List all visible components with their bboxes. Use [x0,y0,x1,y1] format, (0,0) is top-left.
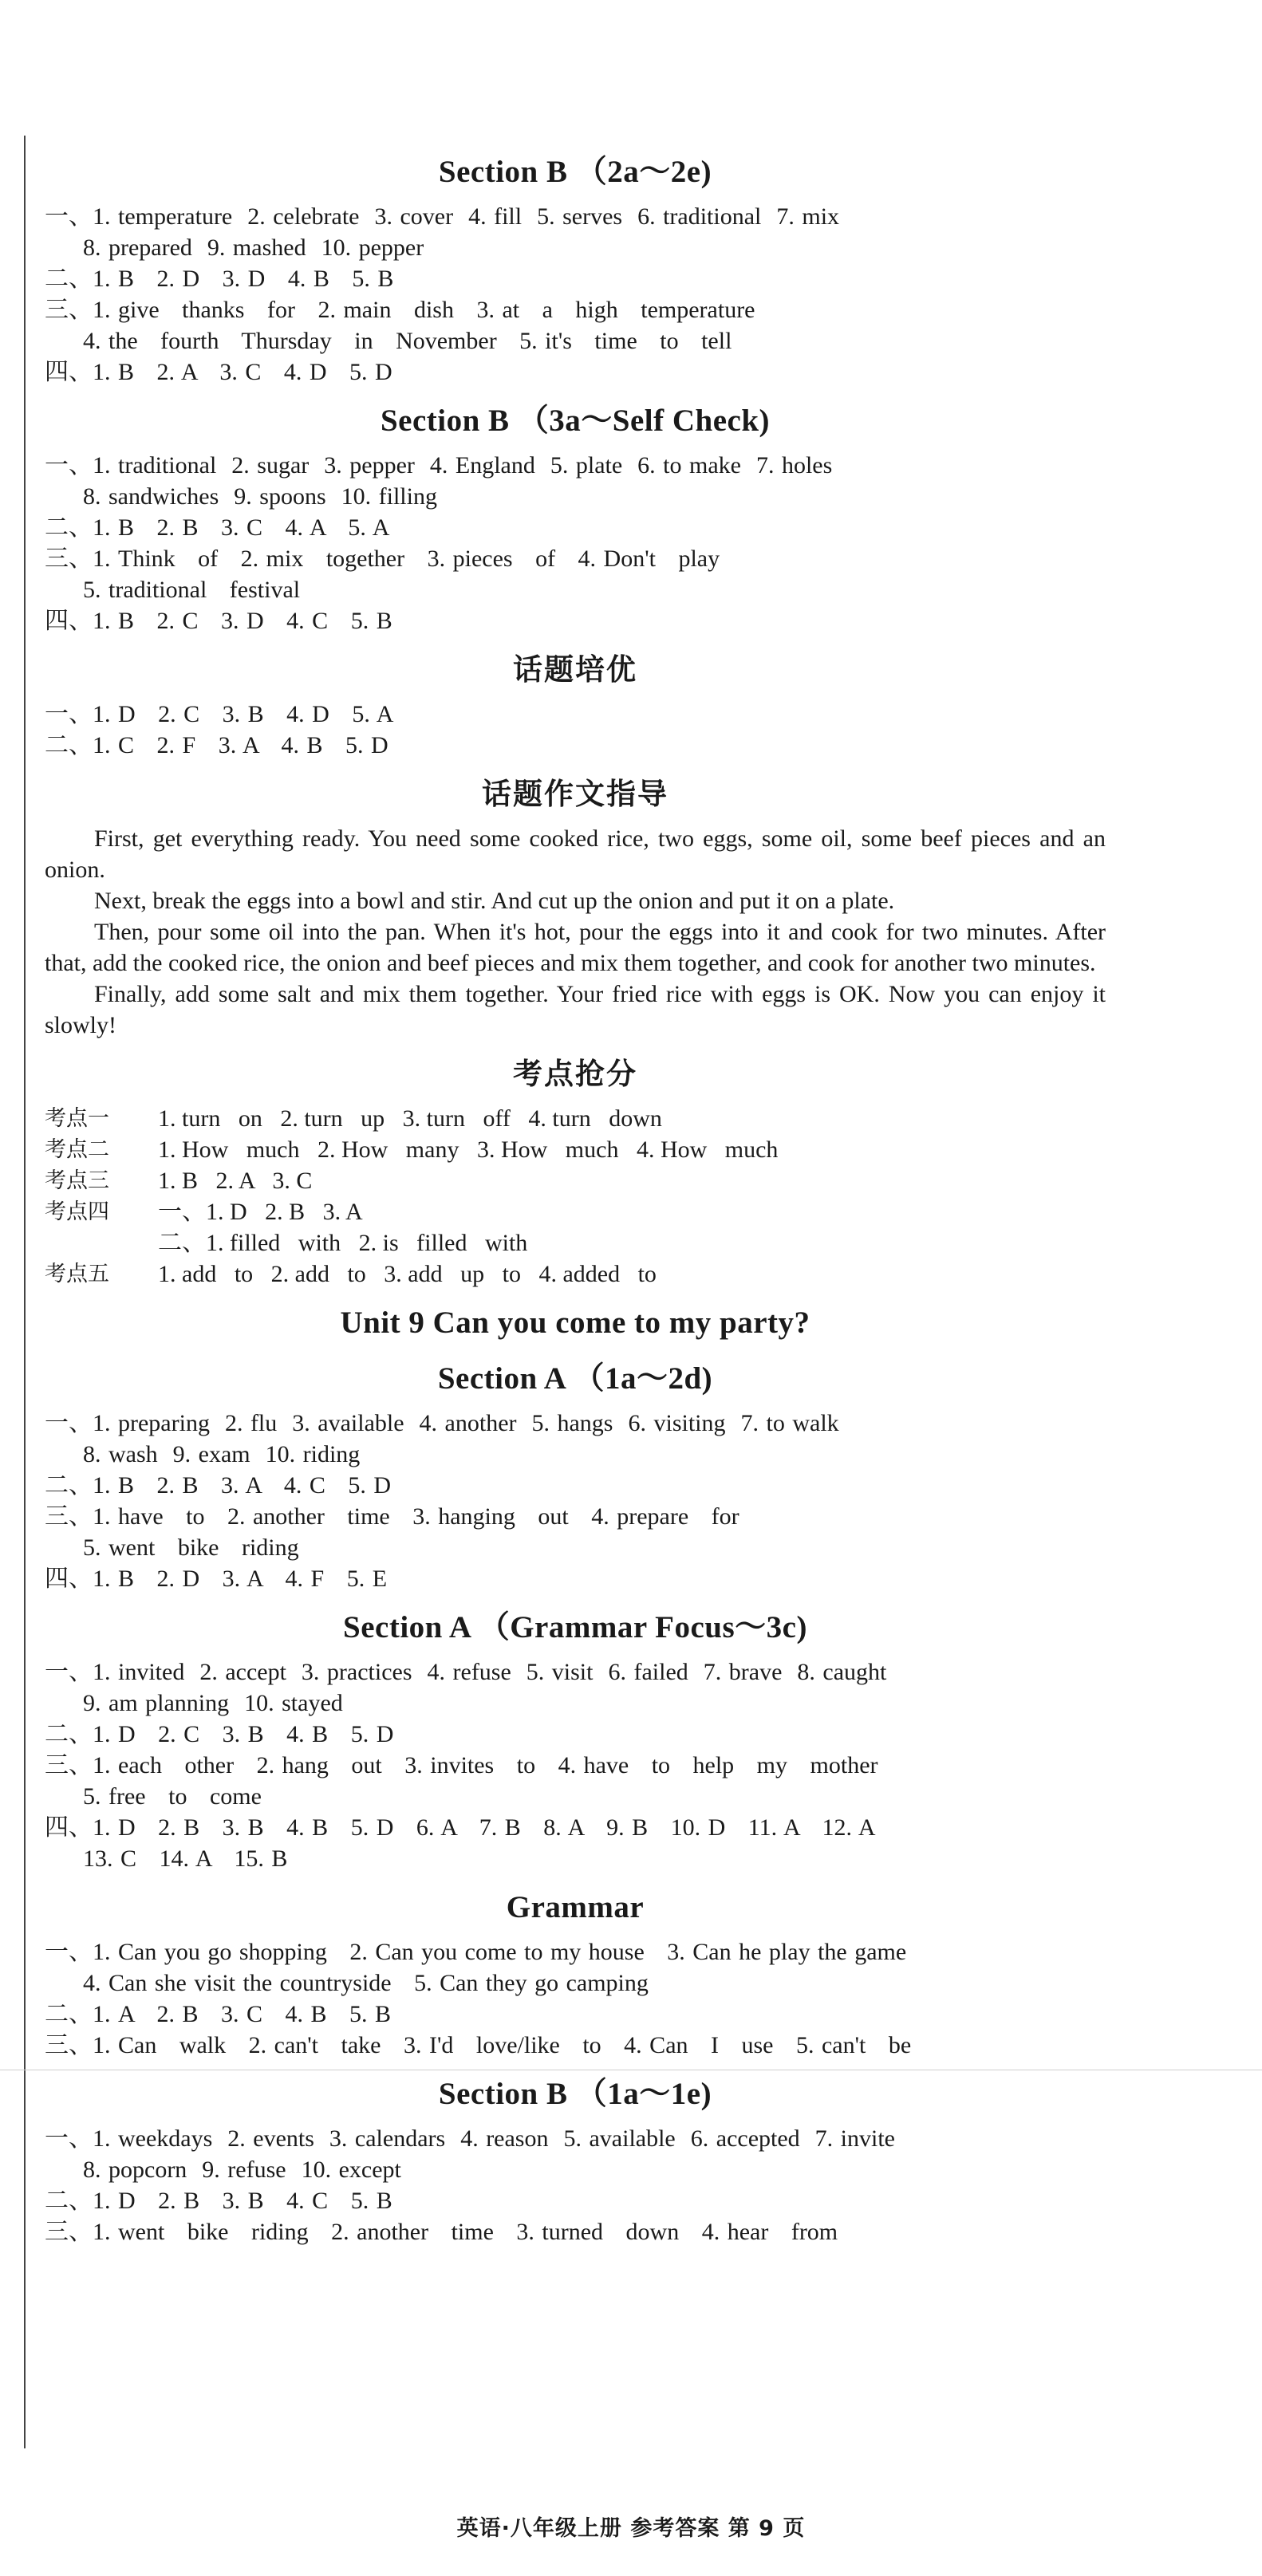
exam-point-label: 考点一 [45,1106,109,1131]
section-heading: 话题培优 [513,652,637,687]
answer-line: 四、1. B 2. C 3. D 4. C 5. B [45,608,392,634]
essay-paragraph: Next, break the eggs into a bowl and stir. And cut up the onion and put it on a plate. [94,888,895,914]
answer-line: 三、1. Can walk 2. can't take 3. I'd love/like to 4. Can I use 5. can't be [45,2032,912,2058]
exam-point-row [45,1227,1106,1258]
answer-line: 8. popcorn 9. refuse 10. except [83,2157,401,2183]
answer-line: 5. went bike riding [83,1534,299,1561]
answer-line: 二、1. B 2. B 3. A 4. C 5. D [45,1472,392,1499]
answer-line: 4. Can she visit the countryside 5. Can they go camping [83,1970,649,1996]
exam-point-answers: 二、1. filled with 2. is filled with [158,1230,528,1256]
answer-line: 二、1. B 2. B 3. C 4. A 5. A [45,514,390,541]
section-heading: Section A （Grammar Focus～3c) [343,1610,807,1644]
answer-line: 一、1. D 2. C 3. B 4. D 5. A [45,701,394,727]
section-heading: Section A （1a～2d) [437,1361,713,1396]
section-heading: Grammar [506,1890,645,1924]
answer-line: 三、1. have to 2. another time 3. hanging out 4. prepare for [45,1503,739,1530]
section-heading: Section B （1a～1e) [438,2077,712,2111]
essay-paragraph: Finally, add some salt and mix them together. Your fried rice with eggs is OK. Now you can enjoy it slowly! [45,981,1106,1038]
answer-line: 三、1. Think of 2. mix together 3. pieces of 4. Don't play [45,546,720,572]
section-heading: Section B （3a～Self Check) [380,404,771,438]
answer-content [45,150,1106,2247]
answer-line: 二、1. D 2. B 3. B 4. C 5. B [45,2188,392,2214]
answer-line: 一、1. weekdays 2. events 3. calendars 4. reason 5. available 6. accepted 7. invite [45,2125,895,2152]
exam-point-answers: 1. add to 2. add to 3. add up to 4. added to [158,1261,657,1287]
unit-title: Unit 9 Can you come to my party? [340,1306,810,1340]
section-heading: 话题作文指导 [482,777,668,811]
exam-point-label [45,1227,158,1258]
exam-point-row [45,1258,1106,1290]
answer-line: 一、1. traditional 2. sugar 3. pepper 4. England 5. plate 6. to make 7. holes [45,452,833,479]
answer-line: 5. free to come [83,1783,262,1810]
exam-point-answers: 1. B 2. A 3. C [158,1168,313,1194]
answer-line: 二、1. C 2. F 3. A 4. B 5. D [45,732,388,758]
answer-line: 四、1. D 2. B 3. B 4. B 5. D 6. A 7. B 8. A 9. B 10. D 11. A 12. A [45,1814,876,1841]
section-heading: Section B （2a～2e) [438,155,712,189]
answer-line: 一、1. Can you go shopping 2. Can you come to my house 3. Can he play the game [45,1939,907,1965]
essay-paragraph: Then, pour some oil into the pan. When it's hot, pour the eggs into it and cook for two minutes. After that, add the cooked rice, the onion and beef pieces and mix them together, and cook for another two minutes. [45,919,1106,976]
exam-point-answers: 1. How much 2. How many 3. How much 4. How much [158,1136,779,1163]
answer-line: 4. the fourth Thursday in November 5. it's time to tell [83,328,732,354]
exam-point-label: 考点二 [45,1137,109,1162]
answer-line: 一、1. temperature 2. celebrate 3. cover 4. fill 5. serves 6. traditional 7. mix [45,203,840,230]
answer-line: 四、1. B 2. D 3. A 4. F 5. E [45,1566,388,1592]
answer-line: 13. C 14. A 15. B [83,1845,288,1872]
answer-line: 二、1. A 2. B 3. C 4. B 5. B [45,2001,392,2027]
exam-point-row [45,1134,1106,1165]
exam-point-answers: 一、1. D 2. B 3. A [158,1199,363,1225]
exam-point-row [45,1165,1106,1196]
exam-point-label: 考点四 [45,1199,109,1224]
exam-point-label: 考点五 [45,1262,109,1286]
answer-line: 一、1. invited 2. accept 3. practices 4. refuse 5. visit 6. failed 7. brave 8. caught [45,1659,887,1685]
answer-line: 8. prepared 9. mashed 10. pepper [83,234,424,261]
answer-line: 9. am planning 10. stayed [83,1690,343,1716]
section-heading: 考点抢分 [513,1057,637,1091]
answer-line: 三、1. went bike riding 2. another time 3. turned down 4. hear from [45,2219,838,2245]
answer-line: 四、1. B 2. A 3. C 4. D 5. D [45,359,392,385]
answer-line: 8. sandwiches 9. spoons 10. filling [83,483,437,510]
exam-point-row [45,1196,1106,1227]
answer-line: 三、1. give thanks for 2. main dish 3. at a high temperature [45,297,755,323]
answer-line: 一、1. preparing 2. flu 3. available 4. another 5. hangs 6. visiting 7. to walk [45,1410,839,1436]
answer-line: 二、1. B 2. D 3. D 4. B 5. B [45,266,394,292]
essay-paragraph: First, get everything ready. You need some cooked rice, two eggs, some oil, some beef pieces and an onion. [45,825,1106,883]
exam-point-label: 考点三 [45,1168,109,1193]
answer-line: 二、1. D 2. C 3. B 4. B 5. D [45,1721,394,1747]
answer-line: 5. traditional festival [83,577,301,603]
page-footer: 英语·八年级上册 参考答案 第 9 页 [456,2516,806,2541]
left-margin-rule [24,136,26,2448]
answer-line: 三、1. each other 2. hang out 3. invites to 4. have to help my mother [45,1752,878,1778]
answer-line: 8. wash 9. exam 10. riding [83,1441,361,1467]
exam-point-answers: 1. turn on 2. turn up 3. turn off 4. turn down [158,1105,662,1132]
exam-point-row [45,1103,1106,1134]
